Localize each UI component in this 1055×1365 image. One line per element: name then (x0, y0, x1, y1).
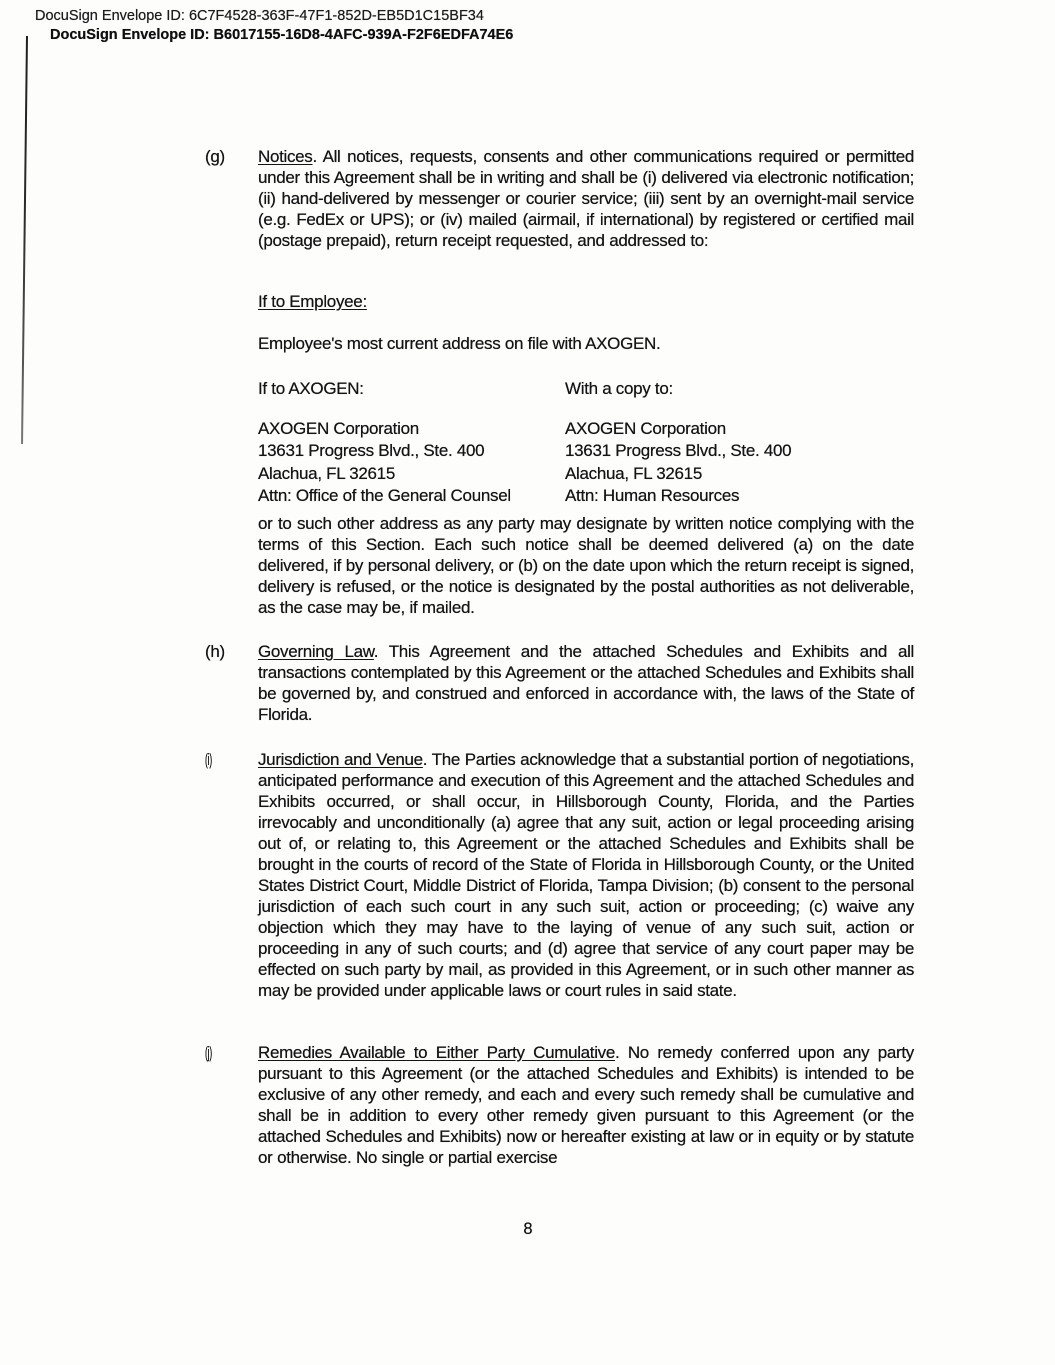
section-h-heading: Governing Law (258, 642, 374, 661)
section-label-j (205, 1042, 255, 1063)
copy-address-line: Alachua, FL 32615 (565, 463, 702, 483)
axogen-address-line: AXOGEN Corporation (258, 419, 419, 438)
employee-address-line: Employee's most current address on file with AXOGEN. (258, 334, 661, 353)
section-j-body: No remedy conferred upon any party pursuant to this Agreement (or the attached Schedules and Exhibits) is intended to be exclusive of any other remedy, and each and every such remedy shall be cumulative and shall be in addition to every other remedy given pursuant to this Agreement (or the attached Schedules and Exhibits) now or hereafter existing at law or in equity or by statute or otherwise. No single or partial exercise (258, 1043, 914, 1167)
copy-address-line: 13631 Progress Blvd., Ste. 400 (565, 441, 792, 461)
section-h-heading-sep: . (373, 642, 389, 661)
section-i-body: The Parties acknowledge that a substantial portion of negotiations, anticipated performance and execution of this Agreement and the attached Schedules and Exhibits occurred, or shall occur, in Hillsborough County, Florida, and the Parties irrevocably and unconditionally (a) agree that any suit, action or legal proceeding arising out of, or relating to, this Agreement or the attached Schedules and Exhibits shall be brought in the courts of record of the State of Florida in Hillsborough County, or the United States District Court, Middle District of Florida, Tampa Division; (b) consent to the personal jurisdiction of each such court in any such suit, action or proceeding; (c) waive any objection which they may have to the laying of venue of any such suit, action or proceeding in any of such courts; and (d) agree that service of any court paper may be effected on such party by mail, as provided in this Agreement, or in such other manner as may be provided under applicable laws or court rules in said state. (258, 750, 914, 1000)
section-j-heading-sep: . (614, 1043, 628, 1062)
section-h-paragraph (258, 641, 914, 725)
section-g-heading: Notices (258, 147, 313, 166)
copy-address-block (565, 418, 791, 508)
with-copy-label: With a copy to: (565, 379, 673, 398)
section-h-body: This Agreement and the attached Schedules and Exhibits and all transactions contemplated by this Agreement or the attached Schedules and Exhibits shall be governed by, and construed and enforced in accordance with, the laws of the State of Florida. (258, 642, 914, 724)
section-label-h: (h) (205, 642, 225, 661)
section-label-i-text: (i) (205, 750, 213, 769)
section-j-heading: Remedies Available to Either Party Cumulative (258, 1043, 615, 1062)
notices-continuation-paragraph: or to such other address as any party may designate by written notice complying with the terms of this Section. Each such notice shall be deemed delivered (a) on the date delivered, if by personal delivery, or (b) on the date upon which the return receipt is signed, delivery is refused, or the notice is designated by the postal authorities as not deliverable, as the case may be, if mailed. (258, 514, 914, 617)
scan-artifact-line (21, 36, 28, 444)
section-g-paragraph (258, 146, 914, 251)
docusign-envelope-id-inner: DocuSign Envelope ID: B6017155-16D8-4AFC-939A-F2F6EDFA74E6 (50, 27, 514, 43)
page-number: 8 (523, 1220, 533, 1238)
if-to-employee-heading: If to Employee: (258, 292, 367, 311)
axogen-address-line: Attn: Office of the General Counsel (258, 486, 511, 506)
if-to-axogen-label: If to AXOGEN: (258, 379, 364, 398)
section-label-j-text: (j) (205, 1043, 213, 1062)
section-j-paragraph (258, 1042, 914, 1168)
section-label-g: (g) (205, 147, 225, 166)
section-i-heading-sep: . (422, 750, 432, 769)
axogen-address-line: 13631 Progress Blvd., Ste. 400 (258, 441, 485, 461)
section-g-body: All notices, requests, consents and other communications required or permitted under this Agreement shall be in writing and shall be (i) delivered via electronic notification; (ii) hand-delivered by messenger or courier service; (iii) sent by an overnight-mail service (e.g. FedEx or UPS); or (iv) mailed (airmail, if international) by registered or certified mail (postage prepaid), return receipt requested, and addressed to: (258, 147, 914, 250)
section-label-i (205, 749, 255, 770)
copy-address-line: Attn: Human Resources (565, 486, 740, 506)
section-i-paragraph (258, 749, 914, 1001)
copy-address-line: AXOGEN Corporation (565, 419, 726, 438)
section-g-heading-sep: . (312, 147, 323, 166)
docusign-envelope-id-outer: DocuSign Envelope ID: 6C7F4528-363F-47F1-852D-EB5D1C15BF34 (35, 8, 484, 24)
section-i-heading: Jurisdiction and Venue (258, 750, 423, 769)
axogen-address-line: Alachua, FL 32615 (258, 463, 395, 483)
axogen-address-block (258, 418, 511, 508)
